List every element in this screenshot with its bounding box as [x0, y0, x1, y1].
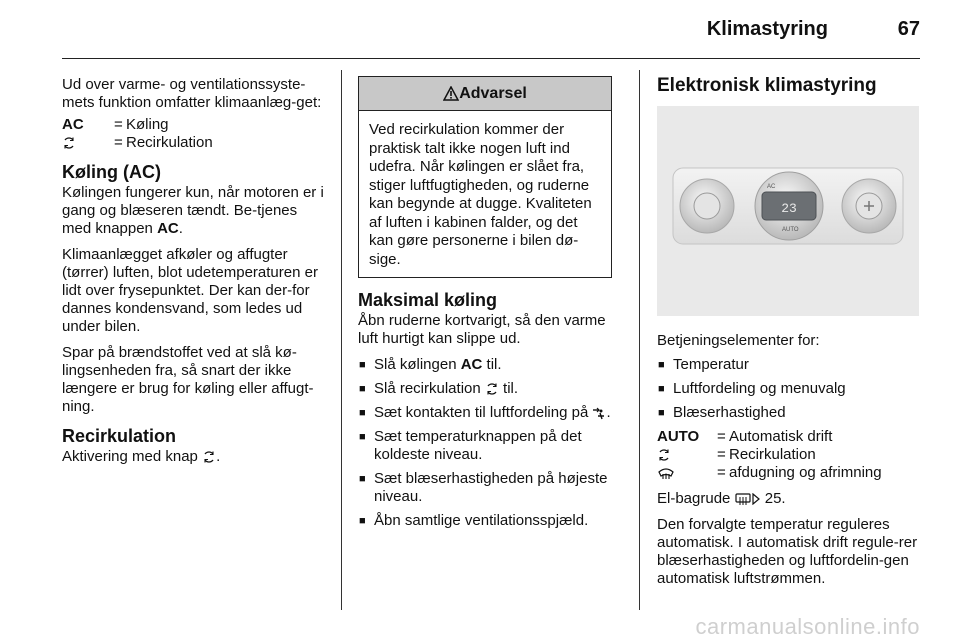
rear-window-heater-icon	[735, 490, 751, 507]
control-panel-photo	[657, 106, 919, 316]
header-divider	[62, 58, 920, 59]
defrost-icon	[657, 464, 717, 482]
list-item: ■ Luftfordeling og menuvalg	[657, 380, 921, 398]
legend-desc-recirculation: Recirkulation	[729, 446, 816, 463]
column-2	[358, 76, 624, 536]
page-reference-arrow-icon	[751, 490, 761, 507]
warning-triangle-icon	[443, 85, 459, 102]
recirculation-icon	[657, 446, 717, 464]
recirculation-paragraph: Aktivering med knap .	[62, 448, 221, 465]
recirculation-icon	[485, 380, 499, 397]
warning-text: Ved recirkulation kommer der praktisk talt ikke nogen luft ind udefra. Når kølingen er slået fra, stiger luftfugtigheden, og ruderne kan begynde at dugge. Kvaliteten af luften i kabinen falder, og det kan gøre personerne i bilen dø-sige.	[369, 121, 592, 268]
list-item: ■ Sæt kontakten til luftfordeling på .	[358, 404, 624, 422]
section-title: Klimastyring	[706, 18, 828, 40]
legend-desc-recirculation: Recirkulation	[126, 134, 213, 151]
list-item: ■ Slå recirkulation til.	[358, 380, 624, 398]
panel-display-text: 23	[781, 201, 797, 216]
column-divider-1	[341, 70, 342, 610]
climate-legend	[62, 116, 326, 152]
rear-window-reference: El-bagrude 25.	[657, 490, 786, 507]
column-divider-2	[639, 70, 640, 610]
recirculation-icon	[202, 448, 216, 465]
cooling-paragraph-1: Kølingen fungerer kun, når motoren er i gang og blæseren tændt. Be-tjenes med knappen AC.	[62, 184, 324, 237]
electronic-climate-heading: Elektronisk klimastyring	[657, 75, 877, 96]
legend-term-auto: AUTO	[657, 428, 700, 445]
panel-ac-label: AC	[767, 184, 776, 190]
air-distribution-icon	[592, 404, 606, 421]
max-cooling-steps	[358, 356, 624, 530]
legend-equals: =	[717, 428, 726, 445]
column-1	[62, 76, 326, 474]
list-item: ■ Åbn samtlige ventilationsspjæld.	[358, 512, 624, 530]
legend-equals: =	[114, 116, 123, 133]
list-item: ■ Sæt temperaturknappen på det koldeste niveau.	[358, 428, 624, 464]
cooling-paragraph-2: Klimaanlægget afkøler og affugter (tørrer) luften, blot udetemperaturen er lidt over frysepunktet. Der kan der-for dannes kondensvand, som ledes ud under bilen.	[62, 246, 318, 335]
panel-auto-label: AUTO	[782, 227, 799, 233]
ac-button-ref: AC	[157, 220, 179, 237]
recirculation-icon	[62, 134, 114, 152]
list-item: ■ Temperatur	[657, 356, 921, 374]
automatic-mode-paragraph: Den forvalgte temperatur reguleres automatisk. I automatisk drift regule-rer blæserhastigheden og luftfordelin-gen automatisk luftstrømmen.	[657, 516, 918, 587]
cooling-heading: Køling (AC)	[62, 162, 161, 182]
watermark-text: carmanualsonline.info	[695, 614, 920, 639]
controls-intro: Betjeningselementer for:	[657, 332, 820, 349]
warning-header	[359, 77, 611, 111]
list-item: ■ Sæt blæserhastigheden på højeste niveau.	[358, 470, 624, 506]
cooling-paragraph-3: Spar på brændstoffet ved at slå kø-lingsenheden fra, så snart der ikke længere er brug for køling eller affugt-ning.	[62, 344, 314, 415]
legend-equals: =	[114, 134, 123, 151]
controls-list	[657, 356, 921, 422]
warning-box	[358, 76, 612, 278]
page-header	[0, 14, 960, 46]
list-item: ■ Blæserhastighed	[657, 404, 921, 422]
recirculation-heading: Recirkulation	[62, 426, 177, 446]
warning-title: Advarsel	[459, 85, 527, 102]
legend-desc-defrost: afdugning og afrimning	[729, 464, 882, 481]
legend-equals: =	[717, 464, 726, 481]
legend-desc-auto: Automatisk drift	[729, 428, 833, 445]
page-number: 67	[897, 18, 920, 40]
electronic-legend	[657, 428, 921, 482]
list-item: ■ Slå kølingen AC til.	[358, 356, 624, 374]
max-cooling-heading: Maksimal køling	[358, 290, 498, 310]
legend-term-ac: AC	[62, 116, 84, 133]
legend-equals: =	[717, 446, 726, 463]
column-3	[657, 76, 921, 596]
intro-paragraph: Ud over varme- og ventilationssyste-mets funktion omfatter klimaanlæg-get:	[62, 76, 322, 111]
legend-desc-cooling: Køling	[126, 116, 169, 133]
max-cooling-paragraph: Åbn ruderne kortvarigt, så den varme luft hurtigt kan slippe ud.	[358, 312, 606, 347]
